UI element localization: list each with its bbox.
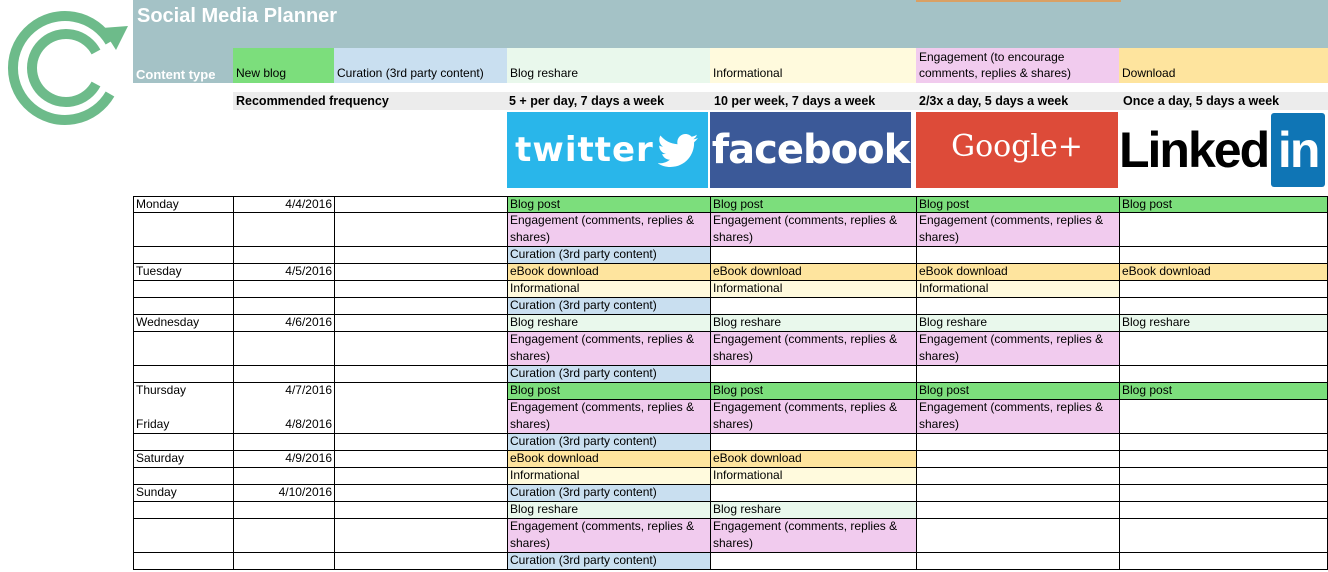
legend-label: Blog reshare <box>510 66 579 80</box>
legend-new-blog <box>233 48 334 83</box>
day-date: 4/9/2016 <box>285 451 332 465</box>
post-cell[interactable]: Engagement (comments, replies & shares) <box>916 331 1119 365</box>
linkedin-in-badge: in <box>1271 113 1325 187</box>
legend-download <box>1119 48 1328 83</box>
facebook-logo <box>710 112 911 188</box>
grid-line <box>133 552 1328 553</box>
grid-line <box>133 518 1328 519</box>
post-cell[interactable]: Blog post <box>916 382 1119 399</box>
grid-line <box>1119 196 1120 570</box>
post-cell[interactable]: Blog reshare <box>507 314 710 331</box>
grid-line <box>133 246 1328 247</box>
post-cell[interactable]: eBook download <box>916 263 1119 280</box>
day-label: Wednesday <box>136 315 200 329</box>
post-cell[interactable]: Engagement (comments, replies & shares) <box>507 399 710 433</box>
facebook-wordmark: facebook <box>711 127 910 173</box>
post-cell[interactable]: eBook download <box>507 263 710 280</box>
day-date: 4/6/2016 <box>285 315 332 329</box>
content-type-label: Content type <box>136 67 216 82</box>
grid-line <box>507 399 1328 400</box>
post-cell[interactable]: Engagement (comments, replies & shares) <box>507 518 710 552</box>
legend-label: Download <box>1122 66 1176 80</box>
legend-curation <box>334 48 507 83</box>
accent-line <box>916 0 1121 2</box>
legend-informational <box>710 48 916 83</box>
post-cell[interactable]: Engagement (comments, replies & shares) <box>710 212 916 246</box>
grid-line <box>133 331 1328 332</box>
post-cell[interactable]: eBook download <box>507 450 710 467</box>
facebook-frequency: 10 per week, 7 days a week <box>714 94 876 108</box>
post-cell[interactable]: Blog reshare <box>916 314 1119 331</box>
day-label: Tuesday <box>136 264 182 278</box>
page-title: Social Media Planner <box>137 5 338 27</box>
post-cell[interactable]: Blog reshare <box>710 314 916 331</box>
company-logo <box>6 6 130 130</box>
day-date: 4/10/2016 <box>278 485 332 499</box>
grid-line <box>133 433 1328 434</box>
googleplus-logo <box>916 112 1118 188</box>
post-cell[interactable]: Blog reshare <box>710 501 916 518</box>
post-cell[interactable]: Informational <box>507 467 710 484</box>
legend-label: Curation (3rd party content) <box>337 66 484 80</box>
post-cell[interactable]: Blog post <box>916 196 1119 212</box>
grid-line <box>133 569 1328 570</box>
day-date: 4/5/2016 <box>285 264 332 278</box>
post-cell[interactable]: Informational <box>710 467 916 484</box>
day-date: 4/7/2016 <box>285 383 332 397</box>
post-cell[interactable]: eBook download <box>710 450 916 467</box>
post-cell[interactable]: Blog post <box>507 196 710 212</box>
post-cell[interactable]: Blog post <box>710 382 916 399</box>
post-cell[interactable]: Engagement (comments, replies & shares) <box>916 212 1119 246</box>
grid-line <box>916 196 917 570</box>
post-cell[interactable]: Blog reshare <box>1119 314 1328 331</box>
post-cell[interactable]: Blog reshare <box>507 501 710 518</box>
post-cell[interactable]: Engagement (comments, replies & shares) <box>507 331 710 365</box>
post-cell[interactable]: Informational <box>916 280 1119 297</box>
twitter-logo <box>507 112 708 188</box>
post-cell[interactable]: Informational <box>507 280 710 297</box>
day-label: Sunday <box>136 485 177 499</box>
post-cell[interactable]: eBook download <box>1119 263 1328 280</box>
twitter-frequency: 5 + per day, 7 days a week <box>509 94 665 108</box>
googleplus-frequency: 2/3x a day, 5 days a week <box>919 94 1069 108</box>
post-cell[interactable]: Blog post <box>1119 196 1328 212</box>
post-cell[interactable]: Blog post <box>1119 382 1328 399</box>
post-cell[interactable]: Engagement (comments, replies & shares) <box>710 399 916 433</box>
post-cell[interactable]: Engagement (comments, replies & shares) <box>916 399 1119 433</box>
post-cell[interactable]: Engagement (comments, replies & shares) <box>710 331 916 365</box>
grid-line <box>133 501 1328 502</box>
googleplus-wordmark: Google+ <box>951 128 1083 164</box>
post-cell[interactable]: Blog post <box>710 196 916 212</box>
day-label: Saturday <box>136 451 185 465</box>
day-label: Monday <box>136 197 179 211</box>
day-date: 4/4/2016 <box>285 197 332 211</box>
post-cell[interactable]: Informational <box>710 280 916 297</box>
grid-line <box>710 196 711 570</box>
post-cell[interactable]: Blog post <box>507 382 710 399</box>
post-cell[interactable]: Engagement (comments, replies & shares) <box>710 518 916 552</box>
post-cell[interactable]: eBook download <box>710 263 916 280</box>
legend-blog-reshare <box>507 48 710 83</box>
grid-line <box>334 196 335 570</box>
linkedin-logo <box>1119 112 1328 188</box>
legend-label: Informational <box>713 66 783 80</box>
post-cell[interactable]: Curation (3rd party content) <box>507 433 710 450</box>
day-label: Thursday <box>136 383 187 397</box>
post-cell[interactable]: Curation (3rd party content) <box>507 484 710 501</box>
day-label: Friday <box>136 417 170 431</box>
legend-engagement <box>916 48 1119 83</box>
linkedin-frequency: Once a day, 5 days a week <box>1123 94 1280 108</box>
grid-line <box>507 196 508 570</box>
grid-line <box>133 297 1328 298</box>
post-cell[interactable]: Curation (3rd party content) <box>507 365 710 382</box>
post-cell[interactable]: Curation (3rd party content) <box>507 297 710 314</box>
post-cell[interactable]: Curation (3rd party content) <box>507 552 710 569</box>
grid-line <box>133 467 1328 468</box>
grid-line <box>133 280 1328 281</box>
legend-label: Engagement (to encourage comments, replies & shares) <box>919 50 1072 80</box>
legend-label: New blog <box>236 66 287 80</box>
twitter-bird-icon <box>658 133 700 167</box>
frequency-label: Recommended frequency <box>236 94 389 108</box>
day-date: 4/8/2016 <box>285 417 332 431</box>
linkedin-wordmark: Linked <box>1119 122 1269 178</box>
post-cell[interactable]: Engagement (comments, replies & shares) <box>507 212 710 246</box>
twitter-wordmark: twitter <box>515 130 654 170</box>
post-cell[interactable]: Curation (3rd party content) <box>507 246 710 263</box>
grid-line <box>133 365 1328 366</box>
